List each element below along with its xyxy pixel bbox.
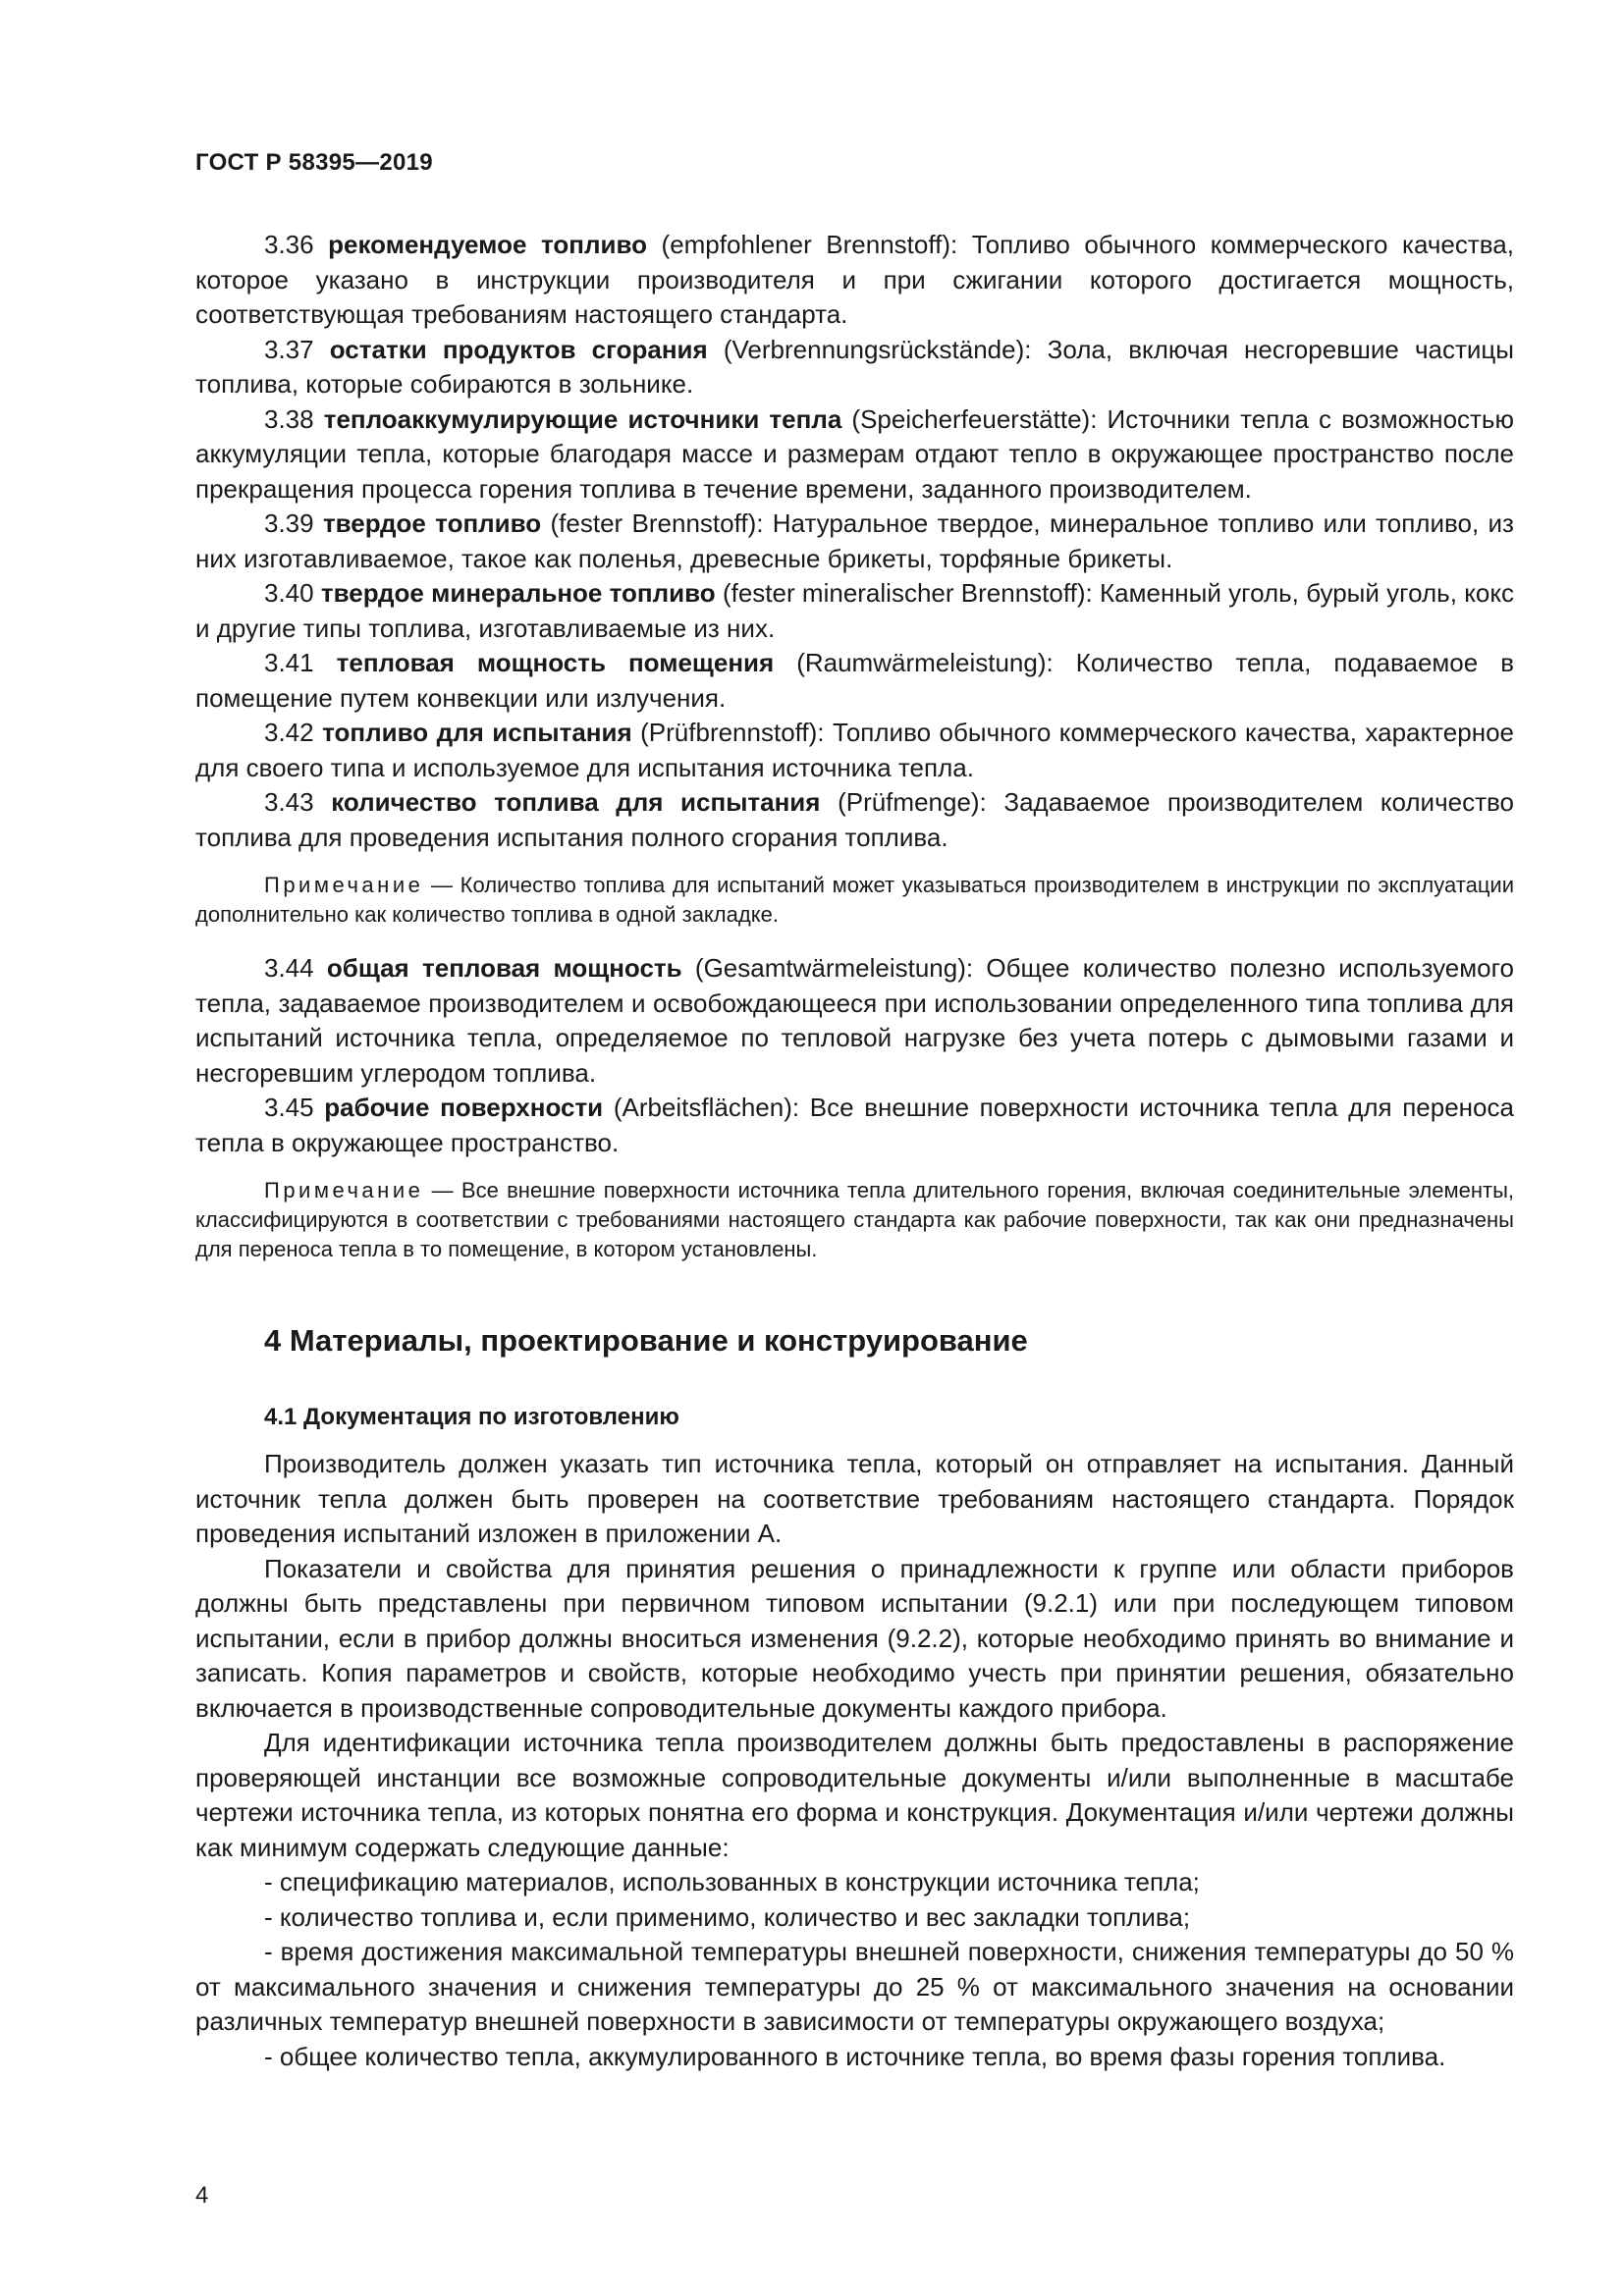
definition-3-40: 3.40 твердое минеральное топливо (fester mineralischer Brennstoff): Каменный уголь, бурый уголь, кокс и другие типы топлива, изготавливаемые из них. xyxy=(195,578,1514,643)
list-item: - спецификацию материалов, использованных в конструкции источника тепла; xyxy=(264,1867,1200,1896)
paragraph: Показатели и свойства для принятия решения о принадлежности к группе или области приборов должны быть представлены при первичном типовом испытании (9.2.1) или при последующем типовом испытании, если в прибор должны вноситься изменения (9.2.2), которые необходимо принять во внимание и записать. Копия параметров и свойств, которые необходимо учесть при принятии решения, обязательно включается в производственные сопроводительные документы каждого прибора. xyxy=(195,1553,1514,1723)
section-4-1-heading: 4.1 Документация по изготовлению xyxy=(264,1404,679,1430)
paragraph: Производитель должен указать тип источника тепла, который он отправляет на испытания. Данный источник тепла должен быть проверен на соответствие требованиям настоящего стандарта. Порядок проведения испытаний изложен в приложении А. xyxy=(195,1449,1514,1548)
note-1: Примечание — Количество топлива для испытаний может указываться производителем в инструкции по эксплуатации дополнительно как количество топлива в одной закладке. xyxy=(195,873,1514,927)
paragraph: Для идентификации источника тепла производителем должны быть предоставлены в распоряжение проверяющей инстанции все возможные сопроводительные документы и/или выполненные в масштабе чертежи источника тепла, из которых понятна его форма и конструкция. Документация и/или чертежи должны как минимум содержать следующие данные: xyxy=(195,1728,1514,1862)
note-label: Примечание xyxy=(264,1178,424,1202)
list-item: - время достижения максимальной температуры внешней поверхности, снижения температуры до 50 % от максимального значения и снижения температуры до 25 % от максимального значения на основании различных температур внешней поверхности в зависимости от температуры окружающего воздуха; xyxy=(195,1937,1514,2036)
definition-3-43: 3.43 количество топлива для испытания (Prüfmenge): Задаваемое производителем количество топлива для проведения испытания полного сгорания топлива. xyxy=(195,787,1514,852)
definition-3-41: 3.41 тепловая мощность помещения (Raumwärmeleistung): Количество тепла, подаваемое в помещение путем конвекции или излучения. xyxy=(195,648,1515,713)
definition-3-44: 3.44 общая тепловая мощность (Gesamtwärmeleistung): Общее количество полезно используемого тепла, задаваемое производителем и освобождающееся при использовании определенного типа топлива для испытаний источника тепла, определяемое по тепловой нагрузке без учета потерь с дымовыми газами и несгоревшим углеродом топлива. xyxy=(195,953,1514,1088)
page-number: 4 xyxy=(195,2182,209,2209)
definition-3-39: 3.39 твердое топливо (fester Brennstoff): Натуральное твердое, минеральное топливо или топливо, из них изготавливаемое, такое как поленья, древесные брикеты, торфяные брикеты. xyxy=(195,508,1514,573)
definition-3-38: 3.38 теплоаккумулирующие источники тепла (Speicherfeuerstätte): Источники тепла с возможностью аккумуляции тепла, которые благодаря массе и размерам отдают тепло в окружающее пространство после прекращения процесса горения топлива в течение времени, заданного производителем. xyxy=(195,403,1514,504)
section-4-heading: 4 Материалы, проектирование и конструирование xyxy=(264,1323,1028,1358)
list-item: - общее количество тепла, аккумулированного в источнике тепла, во время фазы горения топлива. xyxy=(264,2041,1446,2071)
document-header: ГОСТ Р 58395—2019 xyxy=(195,149,433,176)
definition-3-36: 3.36 рекомендуемое топливо (empfohlener Brennstoff): Топливо обычного коммерческого качества, которое указано в инструкции производителя и при сжигании которого достигается мощность, соответствующая требованиям настоящего стандарта. xyxy=(195,230,1514,329)
note-2: Примечание — Все внешние поверхности источника тепла длительного горения, включая соединительные элементы, классифицируются в соответствии с требованиями настоящего стандарта как рабочие поверхности, так как они предназначены для переноса тепла в то помещение, в котором установлены. xyxy=(195,1178,1514,1261)
note-label: Примечание xyxy=(264,873,424,897)
definition-3-45: 3.45 рабочие поверхности (Arbeitsflächen): Все внешние поверхности источника тепла для переноса тепла в окружающее пространство. xyxy=(195,1093,1514,1157)
definition-3-37: 3.37 остатки продуктов сгорания (Verbrennungsrückstände): Зола, включая несгоревшие частицы топлива, которые собираются в зольнике. xyxy=(195,334,1514,399)
list-item: - количество топлива и, если применимо, количество и вес закладки топлива; xyxy=(264,1901,1191,1932)
definition-3-42: 3.42 топливо для испытания (Prüfbrennstoff): Топливо обычного коммерческого качества, характерное для своего типа и используемое для испытания источника тепла. xyxy=(195,718,1515,782)
document-body xyxy=(195,228,1514,2074)
